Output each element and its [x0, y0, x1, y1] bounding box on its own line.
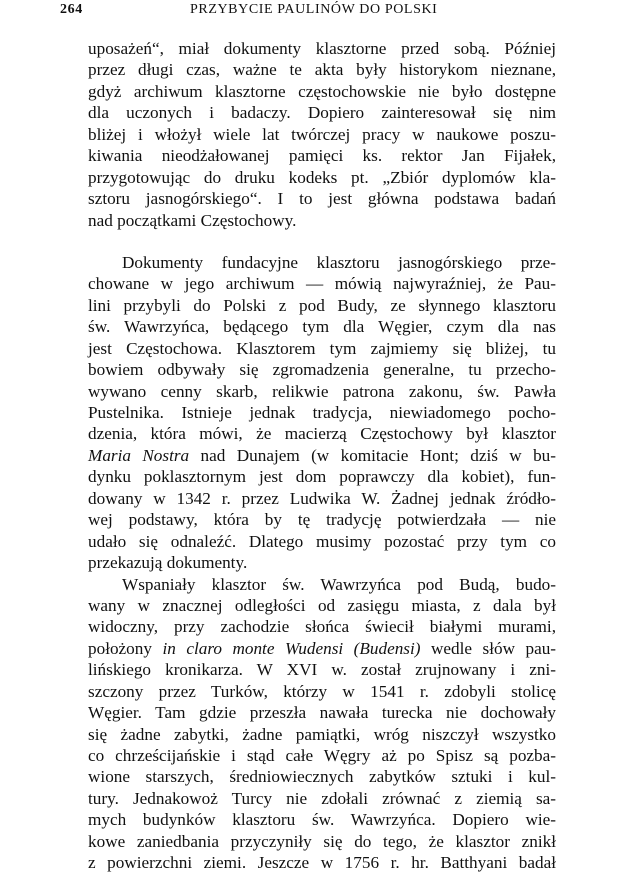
- paragraph-2: [88, 252, 556, 574]
- text-line: co chrześcijańskie i stąd całe Węgry aż po Spisz są pozba-: [88, 746, 556, 765]
- text-line: gdyż archiwum klasztorne częstochowskie nie było dostępne: [88, 81, 556, 101]
- text-line: Pustelnika. Istnieje jednak tradycja, niewiadomego pocho-: [88, 403, 556, 422]
- text-line: udało się odnaleźć. Dlatego musimy pozostać przy tym co: [88, 531, 556, 551]
- text-fragment: nad Dunajem (w komitacie Hont; dziś w bu-: [200, 445, 557, 465]
- text-line: z powierzchni ziemi. Jeszcze w 1756 r. hr. Batthyani badał: [88, 853, 556, 873]
- text-fragment: położony: [88, 638, 152, 658]
- text-line: uposażeń“, miał dokumenty klasztorne przed sobą. Później: [88, 39, 556, 58]
- text-line: kiwania nieodżałowanej pamięci ks. rektor Jan Fijałek,: [88, 146, 556, 166]
- text-line: wej podstawy, która by tę tradycję potwierdzała — nie: [88, 510, 556, 530]
- text-line: chowane w jego archiwum — mówią najwyraźniej, że Pau-: [88, 274, 556, 294]
- text-line: sztoru jasnogórskiego“. I to jest główna podstawa badań: [88, 189, 556, 209]
- text-line: Węgier. Tam gdzie przeszła nawała turecka nie dochowały: [88, 703, 556, 723]
- text-line: się żadne zabytki, żadne pamiątki, wróg niszczył wszystko: [88, 724, 556, 744]
- paragraph-1: [88, 38, 556, 231]
- text-line: widoczny, przy zachodzie słońca świecił białymi murami,: [88, 617, 556, 637]
- body-text: [88, 38, 556, 874]
- text-line: wione starszych, średniowiecznych zabytków sztuki i kul-: [88, 767, 556, 787]
- text-line: Wspaniały klasztor św. Wawrzyńca pod Budą, budo-: [122, 574, 556, 594]
- text-line: mych budynków klasztoru św. Wawrzyńca. Dopiero wie-: [88, 810, 556, 830]
- text-line: szczony przez Turków, którzy w 1541 r. zdobyli stolicę: [88, 681, 556, 701]
- text-line: tury. Jednakowoż Turcy nie zdołali zrównać z ziemią sa-: [88, 788, 556, 808]
- text-fragment: wedle słów pau-: [431, 638, 557, 658]
- running-title: PRZYBYCIE PAULINÓW DO POLSKI: [190, 2, 438, 17]
- text-line: wywano cenny skarb, relikwie patrona zakonu, św. Pawła: [88, 381, 556, 401]
- text-line: dowany w 1342 r. przez Ludwika W. Żadnej jednak źródło-: [88, 488, 556, 508]
- text-line: dzenia, która mówi, że macierzą Częstochowy był klasztor: [88, 424, 556, 444]
- text-line: przekazują dokumenty.: [88, 553, 248, 573]
- text-line: jest Częstochowa. Klasztorem tym zajmiemy się bliżej, tu: [88, 338, 556, 358]
- text-line: dla uczonych i badaczy. Dopiero zainteresował się nim: [88, 103, 556, 123]
- running-head: [60, 2, 557, 24]
- page-number: 264: [60, 2, 83, 17]
- text-line: Dokumenty fundacyjne klasztoru jasnogórskiego prze-: [122, 252, 556, 272]
- text-line: [88, 638, 556, 659]
- italic-phrase: in claro monte Wudensi (Budensi): [162, 638, 421, 658]
- text-line: przygotowując do druku kodeks pt. „Zbiór dyplomów kla-: [88, 167, 556, 187]
- text-line: kowe zaniedbania przyczyniły się do tego, że klasztor znikł: [88, 831, 556, 851]
- text-line: [88, 445, 556, 466]
- text-line: wany w znacznej odległości od zasięgu miasta, z dala był: [88, 595, 556, 615]
- text-line: przez długi czas, ważne te akta były historykom nieznane,: [88, 60, 556, 80]
- text-line: bliżej i włożył wiele lat twórczej pracy w naukowe poszu-: [88, 124, 556, 144]
- text-line: lińskiego kronikarza. W XVI w. został zrujnowany i zni-: [88, 660, 556, 680]
- text-line: św. Wawrzyńca, będącego tym dla Węgier, czym dla nas: [88, 317, 556, 337]
- italic-phrase: Maria Nostra: [88, 445, 190, 465]
- text-line: dynku poklasztornym jest dom poprawczy dla kobiet), fun-: [88, 467, 556, 487]
- text-line: lini przybyli do Polski z pod Budy, ze słynnego klasztoru: [88, 295, 556, 315]
- text-line: bowiem odbywały się zgromadzenia generalne, tu przecho-: [88, 360, 556, 380]
- paragraph-3: [88, 574, 556, 874]
- text-line: nad początkami Częstochowy.: [88, 210, 297, 230]
